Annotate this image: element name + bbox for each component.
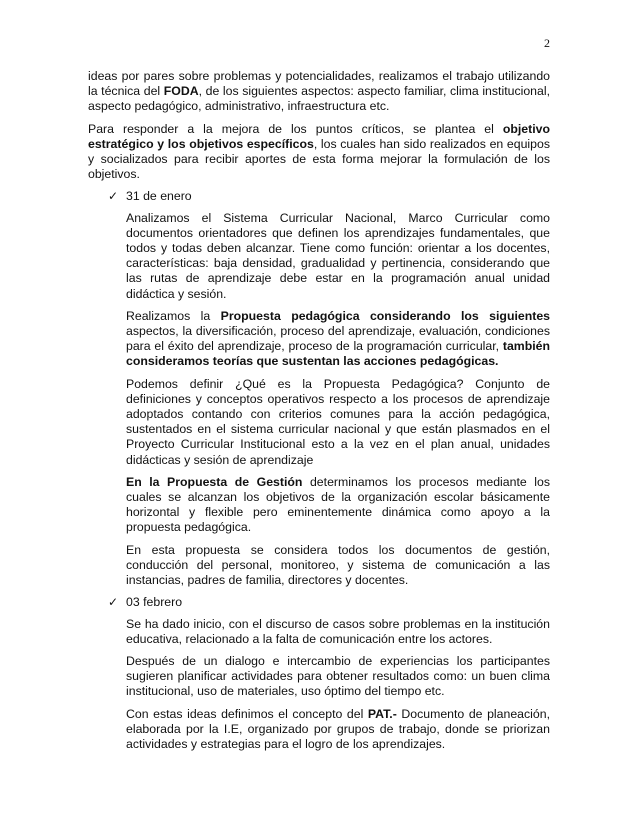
text-run: , de los siguientes aspectos: aspecto familiar, clima institucional, aspecto pedagógico, administrativo, infraestructura etc.: [88, 84, 550, 114]
document-body: [88, 69, 550, 759]
checklist-item-feb03: [108, 595, 550, 610]
checklist-item-jan31: [108, 189, 550, 204]
section1-paragraph-1: Analizamos el Sistema Curricular Nacional, Marco Curricular como documentos orientadores que definen los aprendizajes fundamentales, que todos y todas deben alcanzar. Tiene como función: orientar a los docentes, características: baja densidad, gradualidad y pertinencia, considerando que las rutas de aprendizaje debe estar en la programación anual unidad didáctica y sesión.: [126, 210, 550, 301]
date-label: 31 de enero: [126, 189, 192, 204]
text-run: Con estas ideas definimos el concepto del: [126, 706, 368, 721]
section1-paragraph-5: En esta propuesta se considera todos los documentos de gestión, conducción del personal, monitoreo, y sistema de comunicación a las instancias, padres de familia, directores y docentes.: [126, 542, 550, 588]
text-run: aspectos, la diversificación, proceso del aprendizaje, evaluación, condiciones para el éxito del aprendizaje, proceso de la programación curricular,: [126, 324, 550, 354]
bold-run: también consideramos teorías que sustentan las acciones pedagógicas.: [126, 339, 550, 369]
section2-paragraph-2: Después de un dialogo e intercambio de experiencias los participantes sugieren planificar actividades para obtener resultados como: un buen clima institucional, uso de materiales, uso óptimo del tiempo etc.: [126, 653, 550, 699]
checkmark-icon: ✓: [108, 595, 119, 610]
text-run: Documento de planeación, elaborada por la I.E, organizado por grupos de trabajo, donde se priorizan actividades y estrategias para el logro de los aprendizajes.: [126, 706, 550, 751]
checkmark-icon: ✓: [108, 189, 119, 204]
bold-foda: FODA: [163, 84, 199, 99]
intro-paragraph-2: [88, 122, 550, 183]
page-number: 2: [544, 36, 550, 50]
intro-paragraph-1: [88, 69, 550, 115]
section2-paragraph-1: Se ha dado inicio, con el discurso de casos sobre problemas en la institución educativa, relacionado a la falta de comunicación entre los actores.: [126, 616, 550, 646]
bold-pat: PAT.-: [367, 706, 397, 721]
text-run: , los cuales han sido realizados en equipos y socializados para recibir aportes de esta forma mejorar la formulación de los objetivos.: [88, 136, 550, 182]
bold-objectives: objetivo estratégico y los objetivos específicos: [88, 121, 550, 151]
bold-run: En la Propuesta de Gestión: [126, 474, 303, 489]
section2-paragraph-3: [126, 707, 550, 753]
text-run: determinamos los procesos mediante los cuales se alcanzan los objetivos de la organización escolar básicamente horizontal y flexible pero eminentemente dinámica como apoyo a la propuesta pedagógica.: [126, 474, 550, 535]
text-run: Realizamos la: [126, 308, 221, 323]
text-run: Para responder a la mejora de los puntos críticos, se plantea el: [88, 121, 503, 136]
bold-run: Propuesta pedagógica considerando los siguientes: [220, 308, 550, 323]
section1-paragraph-2: [126, 309, 550, 370]
text-run: ideas por pares sobre problemas y potencialidades, realizamos el trabajo utilizando la técnica del: [88, 69, 550, 99]
section1-paragraph-3: Podemos definir ¿Qué es la Propuesta Pedagógica? Conjunto de definiciones y conceptos operativos respecto a los procesos de aprendizaje adoptados contando con criterios comunes para la acción pedagógica, sustentados en el sistema curricular nacional y que están plasmados en el Proyecto Curricular Institucional esto a la vez en el plan anual, unidades didácticas y sesión de aprendizaje: [126, 376, 550, 467]
date-label: 03 febrero: [126, 595, 183, 610]
section1-paragraph-4: [126, 475, 550, 536]
